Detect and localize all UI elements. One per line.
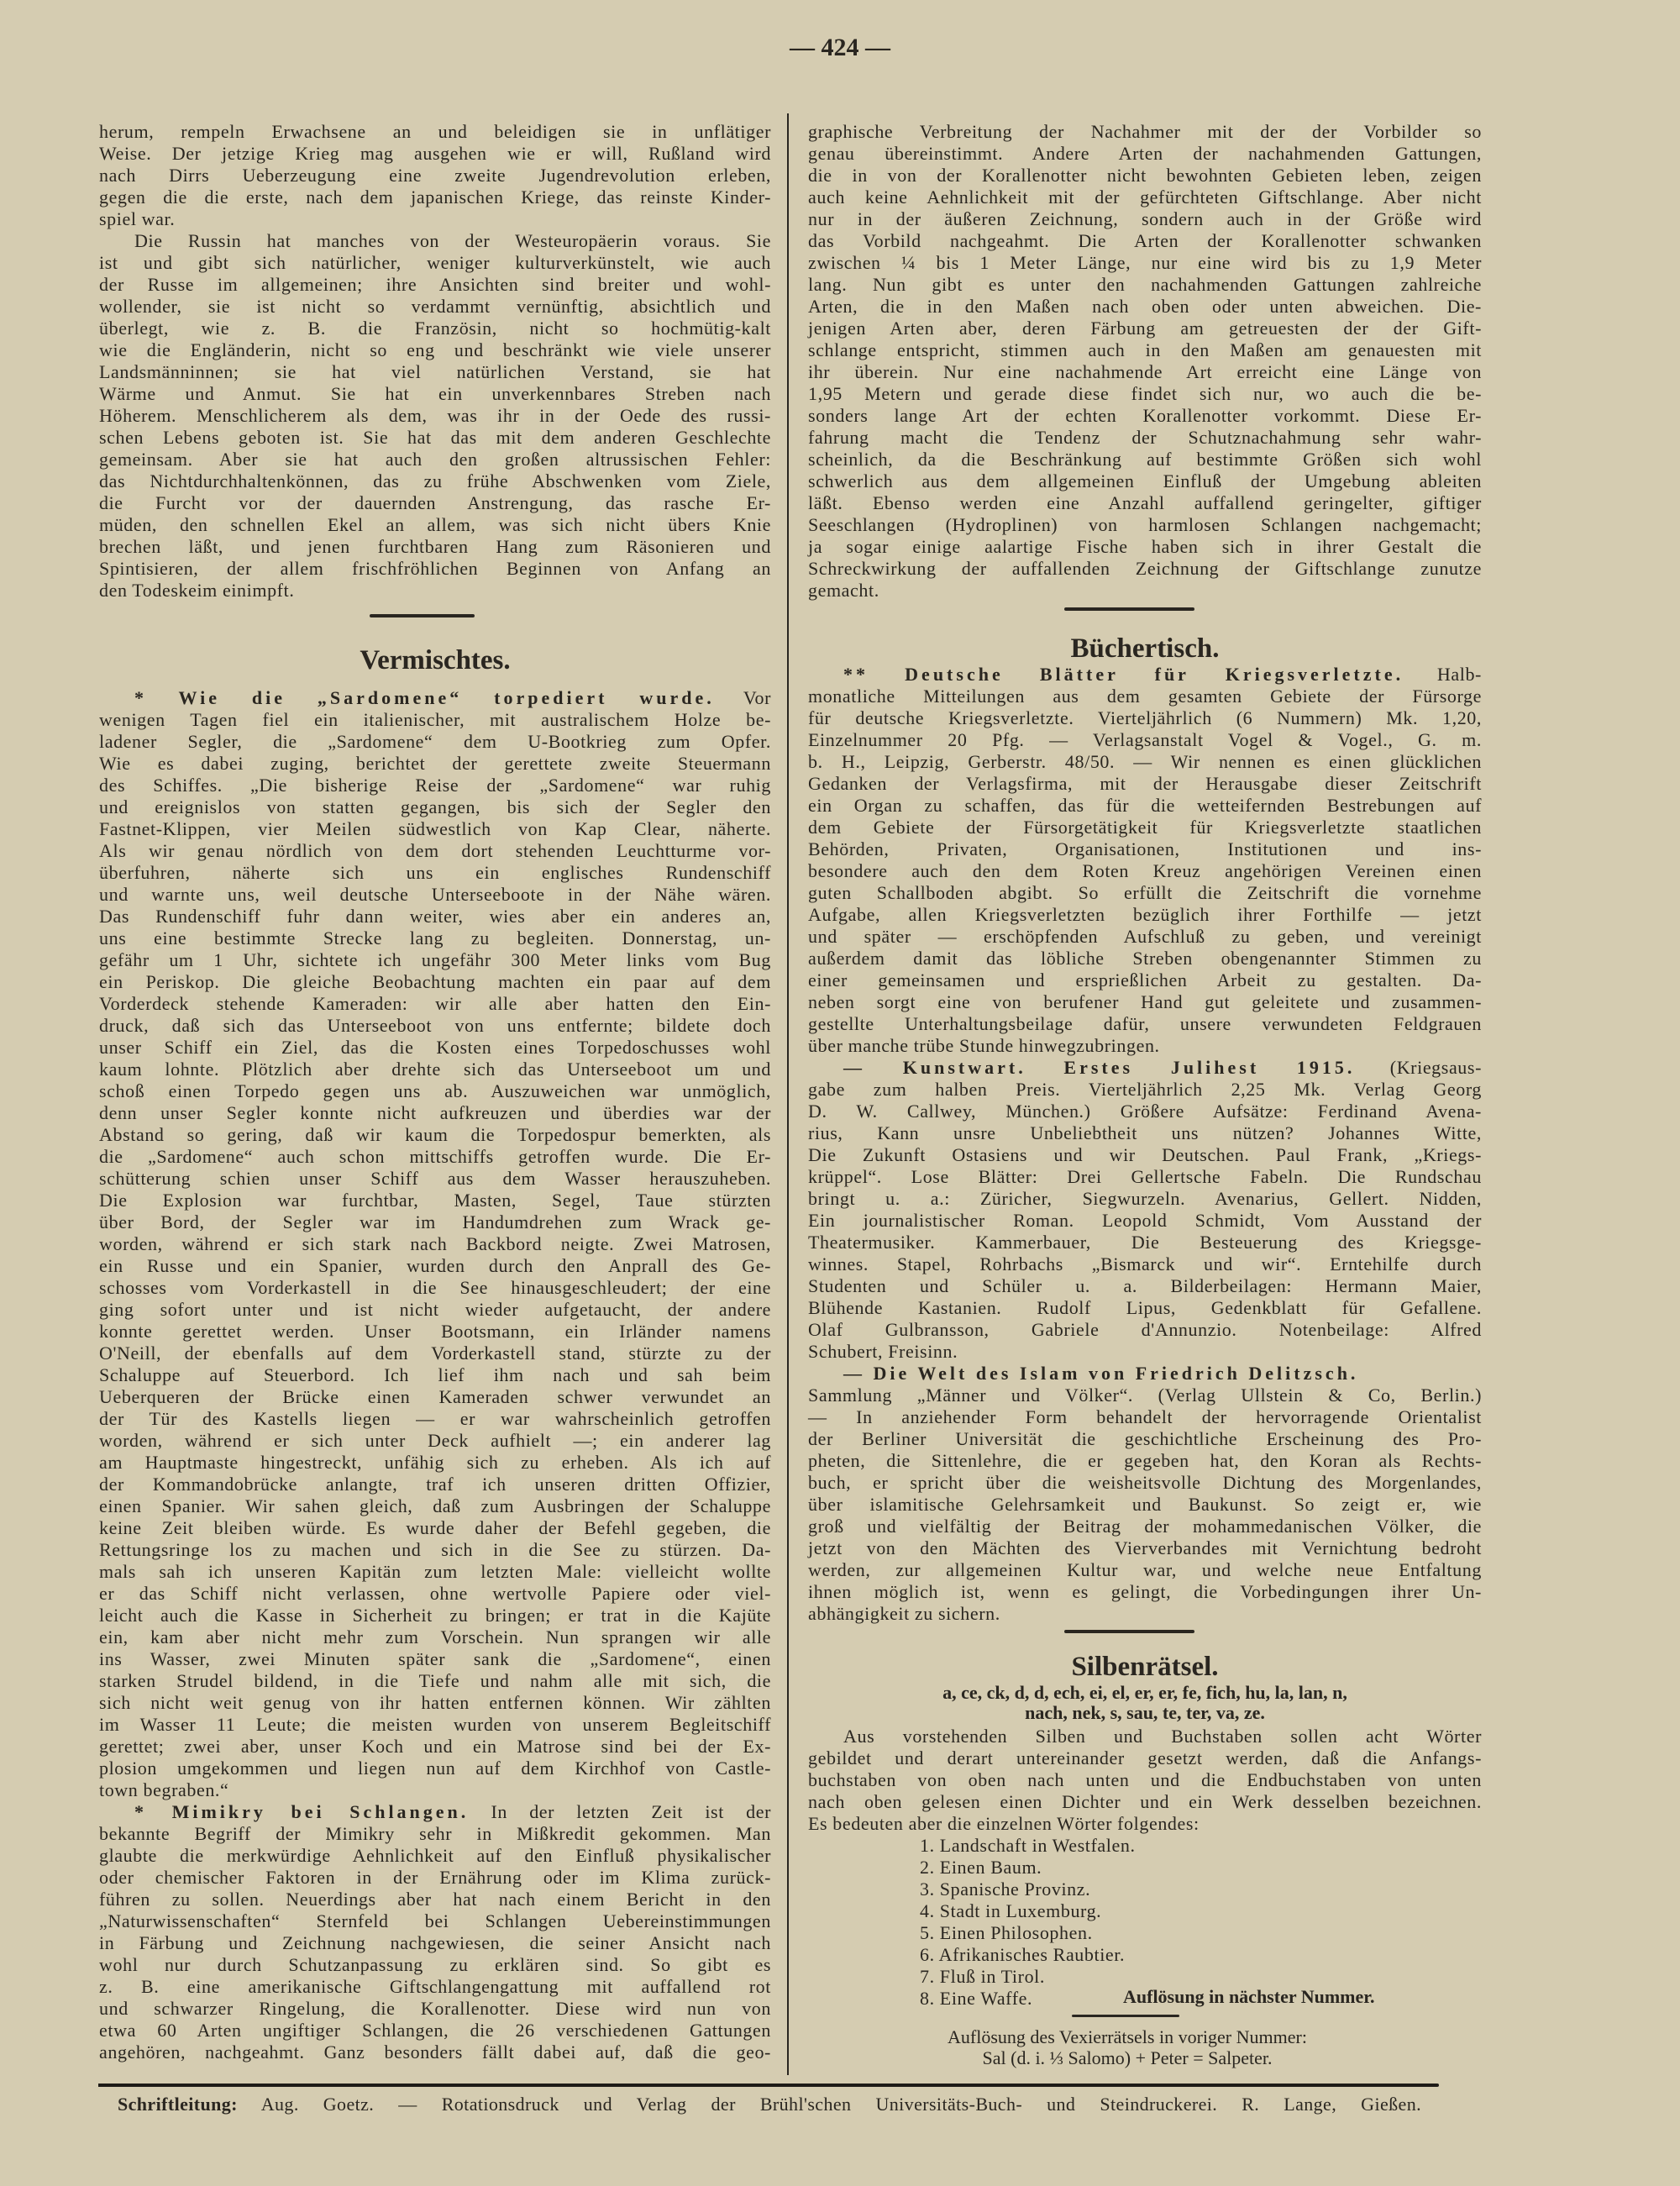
text-line: gegen die die erste, nach dem japanischen Kriege, das reinste Kinder- (99, 187, 771, 208)
text-line: wie die Engländerin, nicht so eng und beschränkt wie viele unserer (99, 339, 771, 360)
text-line: ein Organ zu schaffen, das für die wetteifernden Bestrebungen auf (808, 795, 1482, 816)
text-line: gerettet; zwei aber, unser Koch und ein Matrose sind bei der Ex- (99, 1736, 771, 1757)
text-line: scheinlich, da die Beschränkung auf bestimmte Größen sich wohl (808, 449, 1482, 470)
text-line (808, 1057, 1482, 1079)
text-line: Seeschlangen (Hydroplinen) von harmlosen Schlangen nachgemacht; (808, 514, 1482, 535)
imprint (118, 2094, 1421, 2115)
puzzle-clue: 8. Eine Waffe. (920, 1988, 1033, 2009)
puzzle-instructions (808, 1726, 1482, 1835)
text-line: druck, daß sich das Unterseeboot von uns entfernte; bildete doch (99, 1015, 771, 1036)
text-line: genau übereinstimmt. Andere Arten der nachahmenden Gattungen, (808, 143, 1482, 164)
column-divider (787, 113, 789, 2075)
text-line: Höherem. Menschlicherem als dem, was ihr in der Oede des russi- (99, 405, 771, 426)
text-line: Sammlung „Männer und Völker“. (Verlag Ullstein & Co, Berlin.) (808, 1385, 1482, 1406)
text-line: Aufgabe, allen Kriegsverletzten bezüglich ihrer Forthilfe — jetzt (808, 904, 1482, 925)
text-line: town begraben.“ (99, 1779, 229, 1800)
section-heading-buechertisch: Büchertisch. (1070, 633, 1220, 664)
text-line: denn unser Segler konnte nicht aufkreuzen und überdies war der (99, 1102, 771, 1123)
text-line: überlegt, wie z. B. die Französin, nicht so hochmütig-kalt (99, 318, 771, 339)
text-line: schütterung schien unser Schiff aus dem Wasser herauszuheben. (99, 1168, 771, 1189)
text-line: ihnen möglich ist, wenn es gelingt, die Vorbedingungen ihrer Un- (808, 1581, 1482, 1602)
text-line: über manche trübe Stunde hinwegzubringen. (808, 1035, 1160, 1056)
section-divider (1064, 607, 1194, 611)
text-line: und schwarzer Ringelung, die Korallenotter. Diese wird nun von (99, 1998, 771, 2019)
text-line: Behörden, Privaten, Organisationen, Institutionen und ins- (808, 838, 1482, 859)
text-line: ging sofort unter und ist nicht wieder aufgetaucht, der andere (99, 1299, 771, 1320)
text-line: lang. Nun gibt es unter den nachahmenden Gattungen zahlreiche (808, 274, 1482, 295)
text-line: außerdem damit das löbliche Streben obengenannter Stimmen zu (808, 948, 1482, 969)
section-buechertisch-body (808, 664, 1482, 1625)
text-line: Arten, die in den Maßen nach oben oder unten abweichen. Die- (808, 296, 1482, 317)
text-line: zwischen ¼ bis 1 Meter Länge, nur eine wird bis zu 1,9 Meter (808, 252, 1482, 273)
text-line: das Vorbild nachgeahmt. Die Arten der Korallenotter schwanken (808, 230, 1482, 251)
syllables-line: nach, nek, s, sau, te, ter, va, ze. (1025, 1702, 1265, 1723)
text-line (808, 1363, 1482, 1385)
text-line: gabe zum halben Preis. Vierteljährlich 2,25 Mk. Verlag Georg (808, 1079, 1482, 1100)
puzzle-clue: 7. Fluß in Tirol. (920, 1966, 1045, 1987)
footer-rule (98, 2084, 1439, 2087)
text-line: werden, zur allgemeinen Kultur war, und welche neue Entfaltung (808, 1559, 1482, 1580)
text-line: einen Spanier. Wir sahen gleich, daß zum Ausbringen der Schaluppe (99, 1495, 771, 1516)
text-line: Gedanken der Verlagsfirma, mit der Herausgabe dieser Zeitschrift (808, 773, 1482, 794)
puzzle-clue: 2. Einen Baum. (920, 1857, 1042, 1878)
solution-next-note: Auflösung in nächster Nummer. (1123, 1986, 1375, 2007)
text-line: brechen läßt, und jenen furchtbaren Hang zum Räsonieren und (99, 536, 771, 557)
text-line: besondere auch den dem Roten Kreuz angehörigen Vereinen einen (808, 860, 1482, 881)
text-line: bekannte Begriff der Mimikry sehr in Mißkredit gekommen. Man (99, 1823, 771, 1844)
text-line: groß und vielfältig der Beitrag der mohammedanischen Völker, die (808, 1516, 1482, 1537)
text-run: In der letzten Zeit ist der (469, 1801, 772, 1822)
text-line: gemacht. (808, 580, 879, 601)
text-line: ladener Segler, die „Sardomene“ dem U-Bootkrieg zum Opfer. (99, 731, 771, 752)
text-line: monatliche Mitteilungen aus dem gesamten Gebiete der Fürsorge (808, 686, 1482, 707)
text-line: auch keine Aehnlichkeit mit der gefürchteten Giftschlange. Aber nicht (808, 187, 1482, 208)
text-line: Olaf Gulbransson, Gabriele d'Annunzio. Notenbeilage: Alfred (808, 1319, 1482, 1340)
puzzle-clue: 5. Einen Philosophen. (920, 1922, 1093, 1943)
puzzle-clue: 4. Stadt in Luxemburg. (920, 1900, 1102, 1921)
text-line: die in von der Korallenotter nicht bewohnten Gebieten leben, zeigen (808, 165, 1482, 186)
text-line: gemeinsam. Aber sie hat auch den großen altrussischen Fehler: (99, 449, 771, 470)
section-vermischtes-body (99, 687, 771, 2063)
text-line: rius, Kann unsre Unbeliebtheit uns nützen? Johannes Witte, (808, 1122, 1482, 1143)
page-number: — 424 — (790, 34, 890, 61)
text-line: buch, er spricht über die weisheitsvolle Dichtung des Morgenlandes, (808, 1472, 1482, 1493)
text-line: schoß einen Torpedo gegen uns ab. Auszuweichen war unmöglich, (99, 1080, 771, 1101)
text-line: kaum lohnte. Plötzlich aber drehte sich das Unterseeboot um und (99, 1059, 771, 1080)
text-line: über islamitische Gelehrsamkeit und Baukunst. So zeigt er, wie (808, 1494, 1482, 1515)
syllables-line: a, ce, ck, d, d, ech, ei, el, er, er, fe, fich, hu, la, lan, n, (942, 1682, 1347, 1703)
text-line: herum, rempeln Erwachsene an und beleidigen sie in unflätiger (99, 121, 771, 142)
text-line: führen zu sollen. Neuerdings aber hat nach einem Bericht in den (99, 1889, 771, 1910)
text-line: Weise. Der jetzige Krieg mag ausgehen wie er will, Rußland wird (99, 143, 771, 164)
text-line: ein, kam aber nicht mehr zum Vorschein. Nun sprangen wir alle (99, 1626, 771, 1647)
text-run: Halb- (1404, 664, 1482, 685)
section-divider (1072, 2015, 1179, 2017)
section-divider (1064, 1630, 1194, 1633)
text-line: und warnte uns, weil deutsche Unterseeboote in der Nähe wären. (99, 884, 771, 905)
text-line: oder chemischer Faktoren in der Ernährung oder im Klima zurück- (99, 1867, 771, 1888)
article-title: * Wie die „Sardomene“ torpediert wurde. (134, 687, 715, 708)
text-line: nach oben gelesen einen Dichter und ein Werk desselben bezeichnen. (808, 1791, 1482, 1812)
text-line: mals sah ich unseren Kapitän zum letzten Male: vielleicht wollte (99, 1561, 771, 1582)
puzzle-clue: 3. Spanische Provinz. (920, 1879, 1091, 1900)
text-line: ein Russe und ein Spanier, wurden durch den Anprall des Ge- (99, 1255, 771, 1276)
text-line: wollender, sie ist nicht so verdammt vernünftig, absichtlich und (99, 296, 771, 317)
article-title: — Kunstwart. Erstes Julihest 1915. (843, 1057, 1356, 1078)
text-line: Landsmänninnen; sie hat viel natürlichen Verstand, sie hat (99, 361, 771, 382)
text-line: 1,95 Metern und gerade diese findet sich nur, wo auch die be- (808, 383, 1482, 404)
imprint-label: Schriftleitung: (118, 2094, 238, 2115)
text-line: Die Zukunft Ostasiens und wir Deutschen. Paul Frank, „Kriegs- (808, 1144, 1482, 1165)
text-line: gefähr um 1 Uhr, sichtete ich ungefähr 300 Meter links vom Bug (99, 949, 771, 970)
text-line: einer gemeinsamen und ersprießlichen Arbeit zu gestalten. Da- (808, 970, 1482, 991)
text-line: nach Dirrs Ueberzeugung eine zweite Jugendrevolution erleben, (99, 165, 771, 186)
text-line: schosses vom Vorderkastell in die See hinausgeschleudert; der eine (99, 1277, 771, 1298)
text-line: jetzt von den Mächten des Vierverbandes mit Vernichtung bedroht (808, 1537, 1482, 1558)
text-line: uns eine bestimmte Strecke lang zu begleiten. Donnerstag, un- (99, 927, 771, 948)
text-line: nur in der äußeren Zeichnung, sondern auch in der Größe wird (808, 208, 1482, 229)
article-title: ** Deutsche Blätter für Kriegsverletzte. (843, 664, 1404, 685)
text-line: Ueberqueren der Brücke einen Kameraden schwer verwundet an (99, 1386, 771, 1407)
puzzle-clue-list (920, 1835, 1449, 2010)
text-line: pheten, die Sittenlehre, die er gegeben hat, den Koran als Rechts- (808, 1450, 1482, 1471)
previous-solution: Sal (d. i. ⅓ Salomo) + Peter = Salpeter. (982, 2047, 1273, 2068)
text-line: Fastnet-Klippen, vier Meilen südwestlich von Kap Clear, näherte. (99, 818, 771, 839)
imprint-text: Aug. Goetz. — Rotationsdruck und Verlag der Brühl'schen Universitäts-Buch- und Steindruckerei. R. Lange, Gießen. (237, 2094, 1421, 2115)
text-line: worden, während er sich stark nach Backbord neigte. Zwei Matrosen, (99, 1233, 771, 1254)
text-line: über Bord, der Segler war im Handumdrehen zum Wrack ge- (99, 1211, 771, 1232)
text-line: gebildet und derart untereinander gesetzt werden, daß die Anfangs- (808, 1747, 1482, 1768)
text-line: keine Zeit bleiben würde. Es wurde daher der Befehl gegeben, die (99, 1517, 771, 1538)
text-line: Es bedeuten aber die einzelnen Wörter folgendes: (808, 1813, 1200, 1834)
text-line: des Schiffes. „Die bisherige Reise der „Sardomene“ war ruhig (99, 775, 771, 796)
text-line: Wie es dabei zuging, berichtet der gerettete zweite Steuermann (99, 753, 771, 774)
text-line: und ereignislos von statten gegangen, bis sich der Segler den (99, 796, 771, 817)
text-line: D. W. Callwey, München.) Größere Aufsätze: Ferdinand Avena- (808, 1101, 1482, 1122)
puzzle-syllables (808, 1683, 1482, 1723)
text-line: konnte gerettet werden. Unser Bootsmann, ein Irländer namens (99, 1321, 771, 1342)
article-title: — Die Welt des Islam von Friedrich Delitzsch. (843, 1363, 1359, 1384)
text-line: abhängigkeit zu sichern. (808, 1603, 1000, 1624)
text-line: die „Sardomene“ auch schon mittschiffs getroffen wurde. Die Er- (99, 1146, 771, 1167)
section-divider (370, 614, 475, 617)
text-line: angehören, nachgeahmt. Ganz besonders fällt dabei auf, daß die geo- (99, 2041, 771, 2063)
text-line: starken Strudel bildend, in die Tiefe und nahm alle mit sich, die (99, 1670, 771, 1691)
text-line: das Nichtdurchhaltenkönnen, das zu frühe Abschwenken vom Ziele, (99, 470, 771, 491)
text-line: bringt u. a.: Züricher, Siegwurzeln. Avenarius, Gellert. Nidden, (808, 1188, 1482, 1209)
text-line: Ein journalistischer Roman. Leopold Schmidt, Vom Ausstand der (808, 1210, 1482, 1231)
text-line: Rettungsringe los zu machen und sich in die See zu stürzen. Da- (99, 1539, 771, 1560)
text-run: (Kriegsaus- (1355, 1057, 1482, 1078)
text-line: Einzelnummer 20 Pfg. — Verlagsanstalt Vogel & Vogel., G. m. (808, 729, 1482, 750)
text-line: etwa 60 Arten ungiftiger Schlangen, die 26 verschiedenen Gattungen (99, 2020, 771, 2041)
text-line: leicht auch die Kasse in Sicherheit zu bringen; er trat in die Kajüte (99, 1605, 771, 1626)
text-line: graphische Verbreitung der Nachahmer mit der der Vorbilder so (808, 121, 1482, 142)
text-line: in Färbung und Zeichnung nachgewiesen, die seiner Ansicht nach (99, 1932, 771, 1953)
text-line: wohl nur durch Schutzanpassung zu erklären sind. So gibt es (99, 1954, 771, 1975)
text-line: unser Schiff ein Ziel, das die Kosten eines Torpedoschusses wohl (99, 1037, 771, 1058)
text-line: buchstaben von oben nach unten und die Endbuchstaben von unten (808, 1769, 1482, 1790)
text-line: schlange entspricht, stimmen auch in den Maßen am genauesten mit (808, 339, 1482, 360)
text-line: krüppel“. Lose Blätter: Drei Gellertsche Fabeln. Die Rundschau (808, 1166, 1482, 1187)
text-line: den Todeskeim einimpft. (99, 580, 295, 601)
text-line: Die Russin hat manches von der Westeuropäerin voraus. Sie (134, 230, 771, 251)
text-line: ihr überein. Nur eine nachahmende Art erreicht eine Länge von (808, 361, 1482, 382)
text-line: Aus vorstehenden Silben und Buchstaben sollen acht Wörter (843, 1726, 1482, 1747)
text-line: der Russe im allgemeinen; ihre Ansichten sind breiter und wohl- (99, 274, 771, 295)
text-line: die Furcht vor der dauernden Anstrengung, das rasche Er- (99, 492, 771, 513)
text-line: Als wir genau nördlich von dem dort stehenden Leuchtturme vor- (99, 840, 771, 861)
text-line: Blühende Kastanien. Rudolf Lipus, Gedenkblatt für Gefallene. (808, 1297, 1482, 1318)
text-line: der Kommandobrücke anlangte, traf ich unseren dritten Offizier, (99, 1474, 771, 1495)
text-line: winnes. Stapel, Rohrbachs „Bismarck und wir“. Erntehilfe durch (808, 1253, 1482, 1274)
article-title: * Mimikry bei Schlangen. (134, 1801, 470, 1822)
text-line: jenigen Arten aber, deren Färbung am getreuesten der der Gift- (808, 318, 1482, 339)
puzzle-clue: 1. Landschaft in Westfalen. (920, 1835, 1136, 1856)
text-line: Theatermusiker. Kammerbauer, Die Besteuerung des Kriegsge- (808, 1232, 1482, 1253)
section-heading-silbenraetsel: Silbenrätsel. (1071, 1652, 1219, 1682)
text-line: guten Schallboden abgibt. So erfüllt die Zeitschrift die vornehme (808, 882, 1482, 903)
text-line: schen Lebens geboten ist. Sie hat das mit dem anderen Geschlechte (99, 427, 771, 448)
text-line: fahrung macht die Tendenz der Schutznachahmung sehr wahr- (808, 427, 1482, 448)
text-line: ein Periskop. Die gleiche Beobachtung machten ein paar auf dem (99, 971, 771, 992)
text-line: O'Neill, der ebenfalls auf dem Vorderkastell stand, stürzte zu der (99, 1343, 771, 1364)
text-line: ins Wasser, zwei Minuten später sank die „Sardomene“, einen (99, 1648, 771, 1669)
text-line: für deutsche Kriegsverletzte. Vierteljährlich (6 Nummern) Mk. 1,20, (808, 707, 1482, 728)
section-heading-vermischtes: Vermischtes. (360, 645, 511, 675)
text-line: im Wasser 11 Leute; die meisten wurden von unserem Begleitschiff (99, 1714, 771, 1735)
text-line: b. H., Leipzig, Gerberstr. 48/50. — Wir nennen es einen glücklichen (808, 751, 1482, 772)
text-line: Schubert, Freisinn. (808, 1341, 958, 1362)
text-line: worden, während er sich unter Deck aufhielt —; ein anderer lag (99, 1430, 771, 1451)
text-line: Schaluppe auf Steuerbord. Ich lief ihm nach und sah beim (99, 1364, 771, 1385)
text-line: Das Rundenschiff fuhr dann weiter, wies aber ein anderes an, (99, 906, 771, 927)
text-line: Abstand so gering, daß wir kaum die Torpedospur bemerkten, als (99, 1124, 771, 1145)
text-line: Die Explosion war furchtbar, Masten, Segel, Taue stürzten (99, 1190, 771, 1211)
text-line: ist und gibt sich natürlicher, weniger kulturverkünstelt, wie auch (99, 252, 771, 273)
text-line: müden, den schnellen Ekel an allem, was sich nicht übers Knie (99, 514, 771, 535)
article-russin-continuation (99, 121, 771, 602)
text-line: gestellte Unterhaltungsbeilage dafür, unsere verwundeten Feldgrauen (808, 1013, 1482, 1034)
text-line (808, 664, 1482, 686)
text-line: Wärme und Anmut. Sie hat ein unverkennbares Streben nach (99, 383, 771, 404)
text-line: wenigen Tagen fiel ein italienischer, mit australischem Holze be- (99, 709, 771, 730)
article-mimikry-continuation (808, 121, 1482, 602)
text-line: schwerlich aus dem allgemeinen Einfluß der Umgebung ableiten (808, 470, 1482, 491)
previous-solution-label: Auflösung des Vexierrätsels in voriger Nummer: (948, 2026, 1307, 2047)
text-line: spiel war. (99, 208, 176, 229)
text-line: der Berliner Universität die geschichtliche Erscheinung des Pro- (808, 1428, 1482, 1449)
puzzle-clue: 6. Afrikanisches Raubtier. (920, 1944, 1126, 1965)
text-line: ja sogar einige aalartige Fische haben sich in ihrer Gestalt die (808, 536, 1482, 557)
text-line: der Tür des Kastells liegen — er war wahrscheinlich getroffen (99, 1408, 771, 1429)
text-line: Spintisieren, der allem frischfröhlichen Beginnen von Anfang an (99, 558, 771, 579)
text-line: und später — erschöpfenden Aufschluß zu geben, und vereinigt (808, 926, 1482, 947)
text-line: sonders lange Art der echten Korallenotter vorkommt. Diese Er- (808, 405, 1482, 426)
text-line: glaubte die merkwürdige Aehnlichkeit auf den Einfluß physikalischer (99, 1845, 771, 1866)
text-line (99, 1801, 771, 1823)
text-line: überfuhren, näherte sich uns ein englisches Rundenschiff (99, 862, 771, 883)
text-line: dem Gebiete der Fürsorgetätigkeit für Kriegsverletzte staatlichen (808, 817, 1482, 838)
text-line: — In anziehender Form behandelt der hervorragende Orientalist (808, 1406, 1482, 1427)
text-run: Vor (714, 687, 772, 708)
text-line: sich nicht weit genug von ihr hatten entfernen können. Wir zählten (99, 1692, 771, 1713)
text-line: am Hauptmaste hingestreckt, unfähig sich zu erheben. Als ich auf (99, 1452, 771, 1473)
text-line: neben sorgt eine von berufener Hand gut geleitete und zusammen- (808, 991, 1482, 1012)
text-line: „Naturwissenschaften“ Sternfeld bei Schlangen Uebereinstimmungen (99, 1910, 771, 1931)
text-line: z. B. eine amerikanische Giftschlangengattung mit auffallend rot (99, 1976, 771, 1997)
text-line: Schreckwirkung der auffallenden Zeichnung der Giftschlange zunutze (808, 558, 1482, 579)
text-line: er das Schiff nicht verlassen, ohne wertvolle Papiere oder viel- (99, 1583, 771, 1604)
text-line: Vorderdeck stehende Kameraden: wir alle aber hatten den Ein- (99, 993, 771, 1014)
text-line: Studenten und Schüler u. a. Bilderbeilagen: Hermann Maier, (808, 1275, 1482, 1296)
text-line (99, 687, 771, 709)
text-line: läßt. Ebenso werden eine Anzahl auffallend geringelter, giftiger (808, 492, 1482, 513)
text-line: plosion umgekommen und liegen nun auf dem Kirchhof von Castle- (99, 1758, 771, 1779)
